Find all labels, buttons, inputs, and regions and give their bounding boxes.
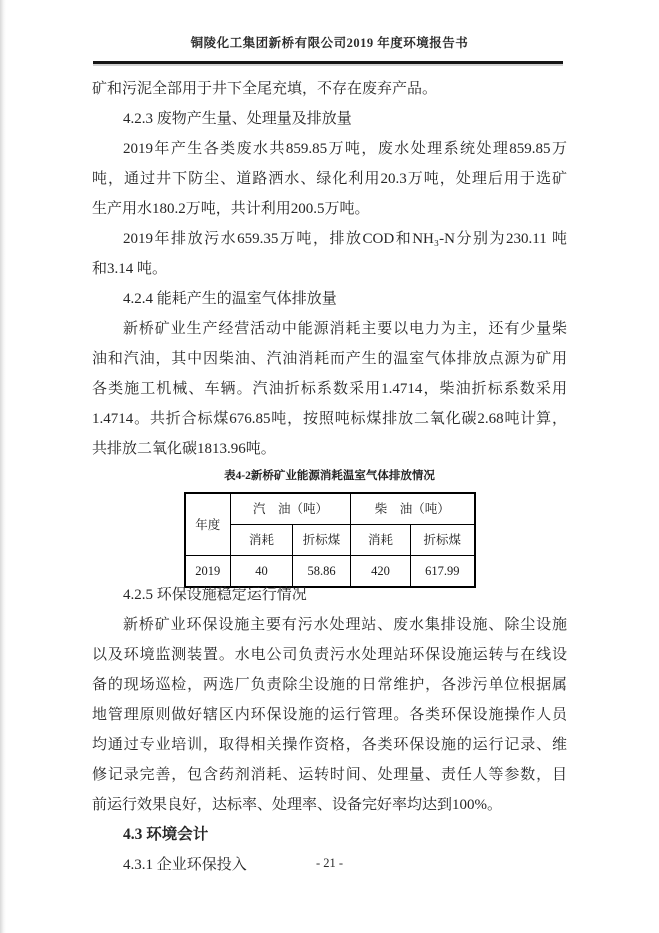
table-header-gasoline-coal: 折标煤 [293,525,351,556]
heading-4-2-3: 4.2.3 废物产生量、处理量及排放量 [123,111,352,127]
body-line: 吨，通过井下防尘、道路洒水、绿化利用20.3万吨，处理后用于选矿 [92,171,567,187]
body-line: 共排放二氧化碳1813.96吨。 [92,441,276,457]
body-line: 备的现场巡检，两选厂负责除尘设施的日常维护，各涉污单位根据属 [92,677,567,693]
table-header-year: 年度 [185,493,231,556]
table-header-gasoline-consumption: 消耗 [231,525,293,556]
table-header-gasoline-group: 汽 油（吨） [231,493,351,525]
body-line: 地管理原则做好辖区内环保设施的运行管理。各类环保设施操作人员 [92,707,567,723]
body-line: 均通过专业培训，取得相关操作资格，各类环保设施的运行记录、维 [92,737,567,753]
body-line: 新桥矿业生产经营活动中能源消耗主要以电力为主，还有少量柴 [123,321,567,337]
page-number: - 21 - [315,856,344,870]
cell-year: 2019 [185,556,231,588]
header-divider [93,61,563,64]
body-line: 油和汽油，其中因柴油、汽油消耗而产生的温室气体排放点源为矿用 [92,351,567,367]
body-line: 矿和污泥全部用于井下全尾充填，不存在废弃产品。 [92,81,438,97]
body-line: 1.4714。共折合标煤676.85吨，按照吨标煤排放二氧化碳2.68吨计算， [92,411,567,427]
table-header-diesel-coal: 折标煤 [411,525,475,556]
body-line: 各类施工机械、车辆。汽油折标系数采用1.4714，柴油折标系数采用 [92,381,567,397]
page-body [92,74,567,880]
body-line: 和3.14 吨。 [92,261,168,277]
cell-diesel-consumption: 420 [351,556,411,588]
cell-diesel-coal: 617.99 [411,556,475,588]
emissions-table [184,492,476,588]
heading-4-3: 4.3 环境会计 [123,826,209,843]
table-caption: 表4-2新桥矿业能源消耗温室气体排放情况 [224,470,435,482]
body-line: 生产用水180.2万吨，共计利用200.5万吨。 [92,201,370,217]
body-line: 以及环境监测装置。水电公司负责污水处理站环保设施运转与在线设 [92,647,567,663]
cell-gasoline-consumption: 40 [231,556,293,588]
body-line: 2019年排放污水659.35万吨，排放COD和NH₃-N分别为230.11 吨 [123,231,567,247]
heading-4-2-4: 4.2.4 能耗产生的温室气体排放量 [123,291,337,307]
cell-gasoline-coal: 58.86 [293,556,351,588]
body-line: 新桥矿业环保设施主要有污水处理站、废水集排设施、除尘设施 [123,617,567,633]
table-header-diesel-consumption: 消耗 [351,525,411,556]
page-header-title: 铜陵化工集团新桥有限公司2019 年度环境报告书 [190,36,469,50]
body-line: 2019年产生各类废水共859.85万吨，废水处理系统处理859.85万 [123,141,567,157]
heading-4-3-1: 4.3.1 企业环保投入 [123,857,247,873]
table-header-diesel-group: 柴 油（吨） [351,493,475,525]
table-header-row-groups [185,493,475,525]
emissions-table-wrapper [184,492,476,588]
heading-4-2-5: 4.2.5 环保设施稳定运行情况 [123,587,307,603]
body-line: 前运行效果良好，达标率、处理率、设备完好率均达到100%。 [92,797,502,813]
body-line: 修记录完善，包含药剂消耗、运转时间、处理量、责任人等参数，目 [92,767,567,783]
